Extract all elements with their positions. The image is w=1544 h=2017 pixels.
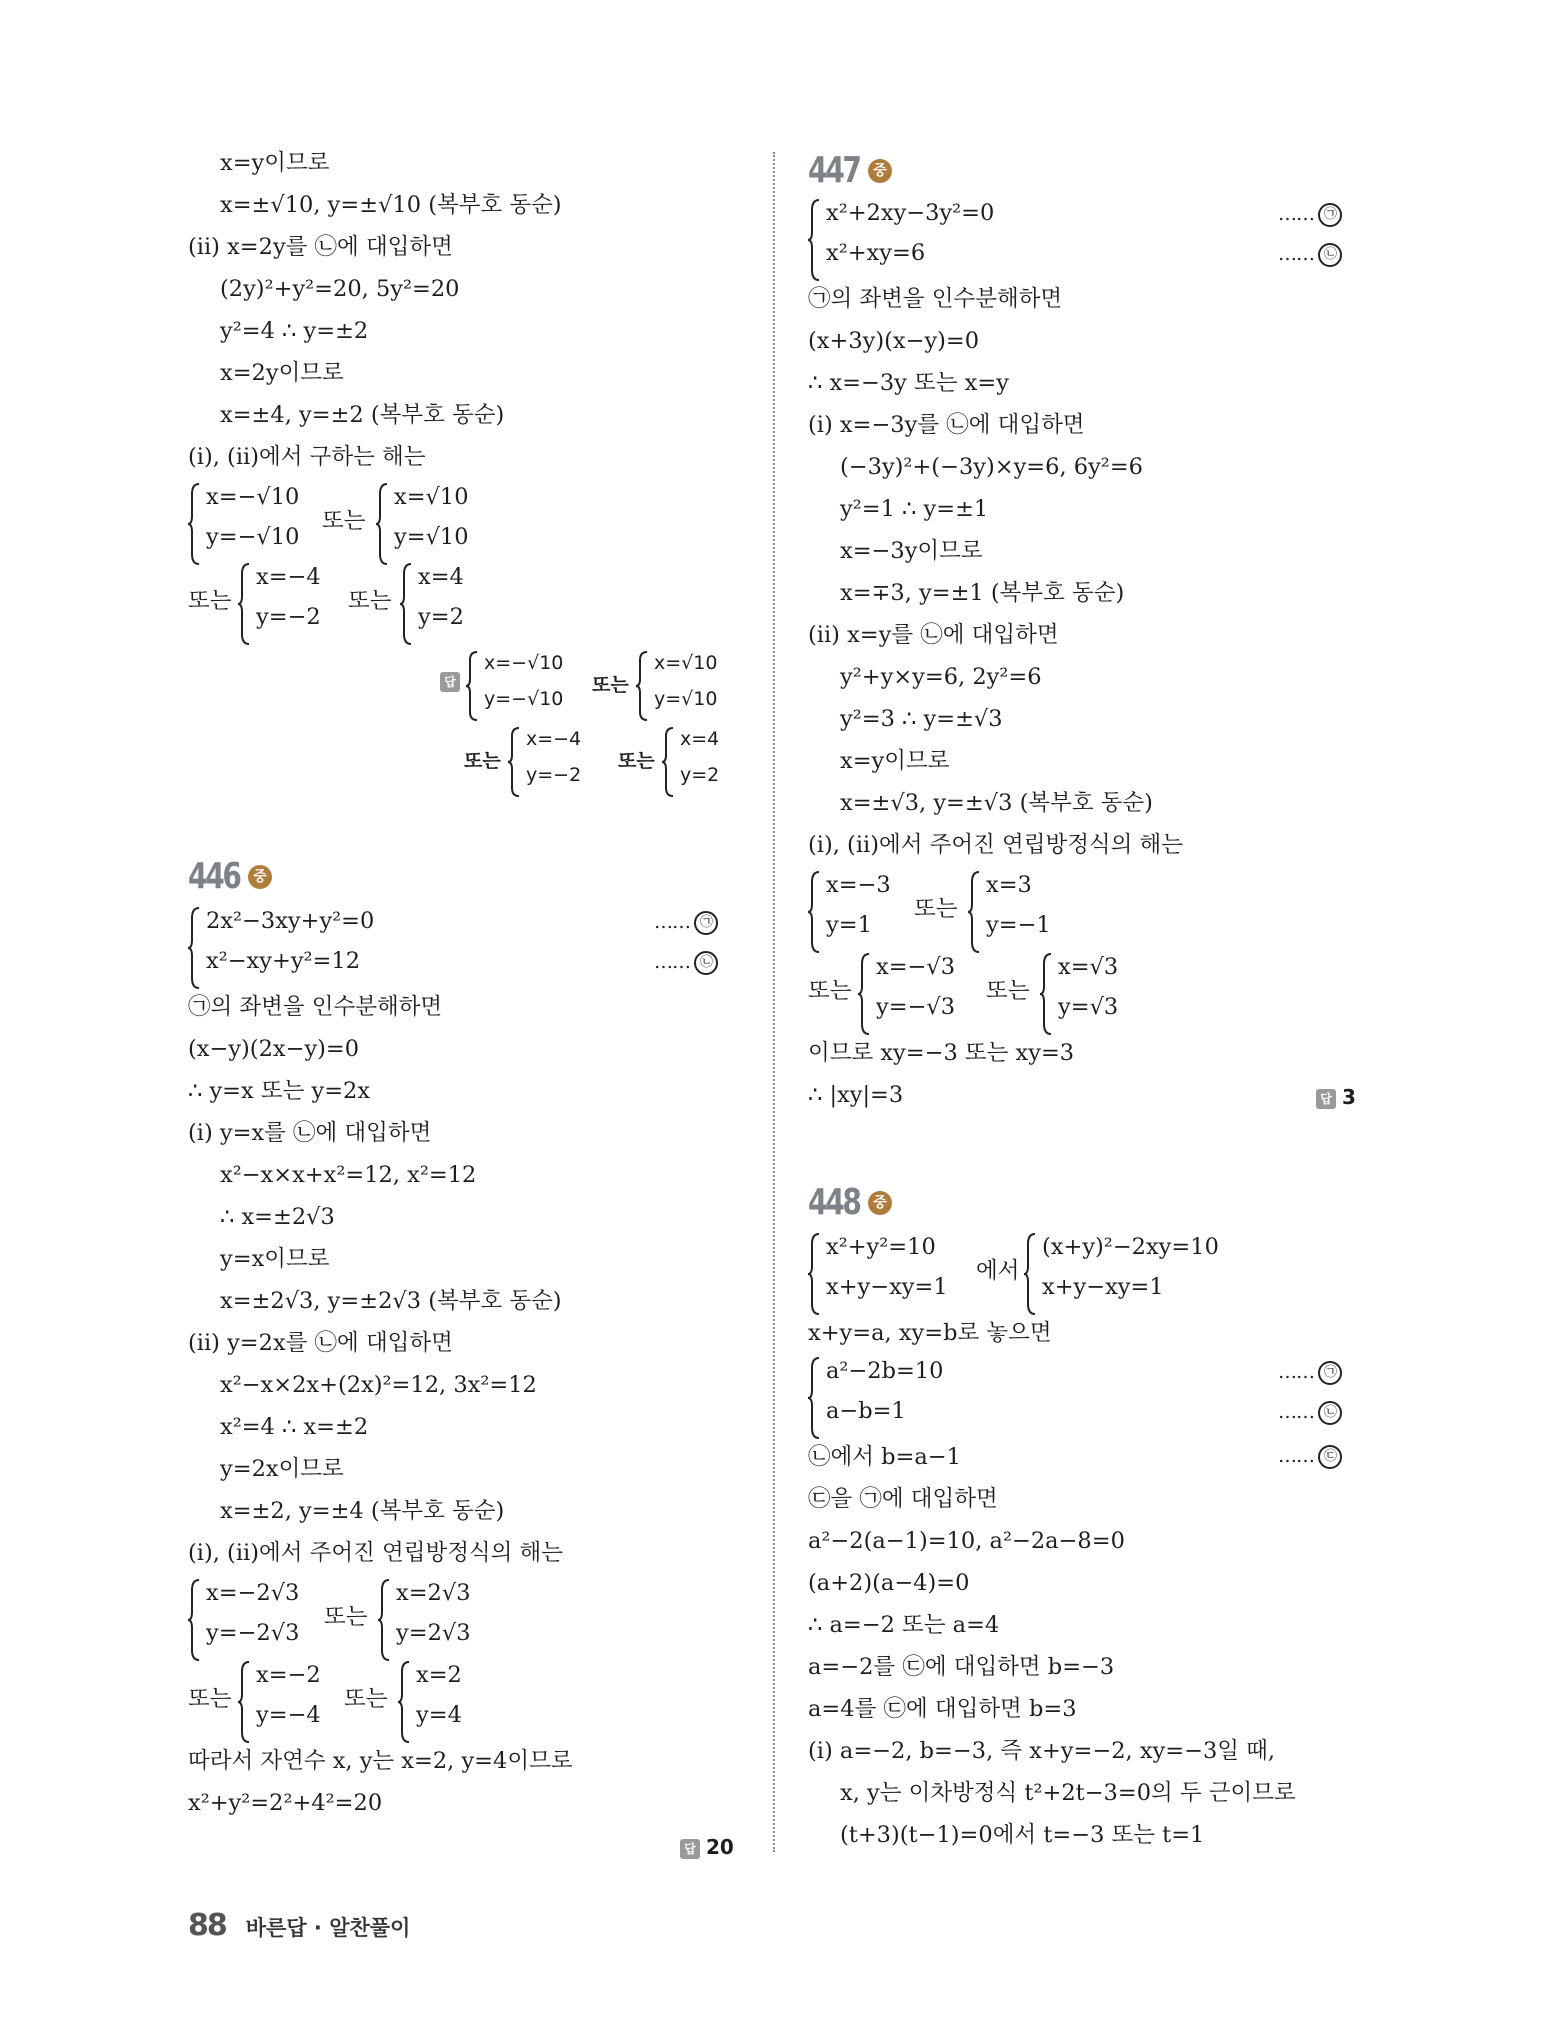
text-line: y²+y×y=6, 2y²=6 — [840, 664, 1042, 690]
solution-system — [376, 482, 516, 566]
equation: 2x²−3xy+y²=0 — [206, 908, 375, 934]
equation: y=−2√3 — [206, 1620, 300, 1646]
text-line: ∴ |xy|=3 — [808, 1082, 904, 1108]
equation-marker: …… ㉡ — [1278, 1400, 1342, 1425]
text-line: (i) y=x를 ㉡에 대입하면 — [188, 1120, 432, 1146]
brace-icon — [188, 482, 200, 566]
equation: y=−√10 — [206, 524, 300, 550]
page-footer — [188, 1908, 410, 1943]
equation-marker: …… ㉡ — [654, 950, 718, 975]
equation: (x+y)²−2xy=10 — [1042, 1234, 1219, 1260]
brace-icon — [376, 482, 388, 566]
text-line: y²=3 ∴ y=±√3 — [840, 706, 1003, 732]
equation: y=√3 — [1058, 994, 1119, 1020]
difficulty-badge: 중 — [248, 865, 272, 889]
equation-marker: …… ㉢ — [1278, 1444, 1342, 1469]
equation: x=3 — [986, 872, 1032, 898]
equation: y=−2 — [256, 604, 321, 630]
solution-system — [188, 482, 328, 566]
circled-label-icon: ㉢ — [1318, 1445, 1342, 1469]
solution-system — [238, 1660, 358, 1744]
equation: x=4 — [418, 564, 464, 590]
text-line: x=±2√3, y=±2√3 (복부호 동순) — [220, 1288, 562, 1314]
answer — [1316, 1084, 1356, 1110]
brace-icon — [188, 1578, 200, 1662]
problem-number: 448 — [808, 1182, 860, 1223]
text-line: y=2x이므로 — [220, 1456, 344, 1482]
solution-system — [188, 1578, 328, 1662]
text-line: x²−x×2x+(2x)²=12, 3x²=12 — [220, 1372, 537, 1398]
text-line: (x−y)(2x−y)=0 — [188, 1036, 360, 1062]
answer-value: 20 — [706, 1835, 734, 1859]
brace-icon — [808, 1356, 820, 1440]
text-line: x=2y이므로 — [220, 360, 344, 386]
circled-label-icon: ㉡ — [1318, 243, 1342, 267]
equation: x=−4 — [256, 564, 321, 590]
answer-icon: 답 — [440, 672, 460, 692]
text-line: 따라서 자연수 x, y는 x=2, y=4이므로 — [188, 1748, 573, 1774]
text-line: x=∓3, y=±1 (복부호 동순) — [840, 580, 1125, 606]
equation-system — [808, 1232, 978, 1316]
brace-icon — [1040, 952, 1052, 1036]
brace-icon — [238, 562, 250, 646]
or-label: 또는 — [324, 1604, 368, 1630]
equation-marker: …… ㉠ — [1278, 1360, 1342, 1385]
text-line: x=±√10, y=±√10 (복부호 동순) — [220, 192, 562, 218]
equation: y=1 — [826, 912, 872, 938]
equation: x=−√10 — [206, 484, 300, 510]
text-line: a=−2를 ㉢에 대입하면 b=−3 — [808, 1654, 1115, 1680]
text-line: (2y)²+y²=20, 5y²=20 — [220, 276, 460, 302]
problem-number-447 — [808, 150, 892, 191]
or-label: 또는 — [986, 978, 1030, 1004]
equation: y=−√3 — [876, 994, 956, 1020]
or-label: 또는 — [344, 1686, 388, 1712]
problem-number-448 — [808, 1182, 892, 1223]
answer-system — [466, 650, 586, 722]
equation: x=√10 — [654, 652, 718, 674]
equation: x=−√10 — [484, 652, 564, 674]
brace-icon — [398, 1660, 410, 1744]
answer — [680, 1834, 734, 1860]
or-label: 또는 — [808, 978, 852, 1004]
problem-number: 447 — [808, 150, 860, 191]
equation: y=2√3 — [396, 1620, 471, 1646]
text-line: (ii) x=2y를 ㉡에 대입하면 — [188, 234, 453, 260]
equation: y=√10 — [654, 688, 718, 710]
equation: x²+2xy−3y²=0 — [826, 200, 995, 226]
or-label: 또는 — [592, 674, 629, 696]
circled-label-icon: ㉡ — [694, 951, 718, 975]
text-line: (t+3)(t−1)=0에서 t=−3 또는 t=1 — [840, 1822, 1205, 1848]
text-line: (a+2)(a−4)=0 — [808, 1570, 970, 1596]
equation-marker: …… ㉡ — [1278, 242, 1342, 267]
equation: x=−3 — [826, 872, 891, 898]
equation: x=√3 — [1058, 954, 1119, 980]
problem-number: 446 — [188, 856, 240, 897]
equation: x=−2√3 — [206, 1580, 300, 1606]
text-line: (i), (ii)에서 주어진 연립방정식의 해는 — [188, 1540, 564, 1566]
equation: a−b=1 — [826, 1398, 906, 1424]
or-label: 또는 — [464, 750, 501, 772]
text-line: x=±4, y=±2 (복부호 동순) — [220, 402, 505, 428]
text-line: x=y이므로 — [220, 150, 330, 176]
text-line: ㉠의 좌변을 인수분해하면 — [808, 286, 1063, 312]
equation: x=2 — [416, 1662, 462, 1688]
text-line: ㉠의 좌변을 인수분해하면 — [188, 994, 443, 1020]
equation: y=2 — [418, 604, 464, 630]
text-line: y²=4 ∴ y=±2 — [220, 318, 369, 344]
text-line: (i), (ii)에서 주어진 연립방정식의 해는 — [808, 832, 1184, 858]
text-line: ∴ x=−3y 또는 x=y — [808, 370, 1009, 396]
text-line: ㉡에서 b=a−1 — [808, 1444, 961, 1470]
brace-icon — [400, 562, 412, 646]
text-line: y=x이므로 — [220, 1246, 330, 1272]
text-line: (i), (ii)에서 구하는 해는 — [188, 444, 426, 470]
equation: x=−4 — [526, 728, 582, 750]
text-line: x²−x×x+x²=12, x²=12 — [220, 1162, 477, 1188]
equation: x=−√3 — [876, 954, 956, 980]
or-label: 또는 — [618, 750, 655, 772]
brace-icon — [858, 952, 870, 1036]
equation: x²−xy+y²=12 — [206, 948, 361, 974]
brace-icon — [1024, 1232, 1036, 1316]
text-line: a=4를 ㉢에 대입하면 b=3 — [808, 1696, 1077, 1722]
difficulty-badge: 중 — [868, 1191, 892, 1215]
solution-system — [808, 870, 918, 954]
circled-label-icon: ㉡ — [1318, 1401, 1342, 1425]
answer-value: 3 — [1342, 1085, 1356, 1109]
solution-system — [858, 952, 988, 1036]
text-line: ∴ a=−2 또는 a=4 — [808, 1612, 1000, 1638]
answer-block — [440, 650, 740, 790]
equation: y=−2 — [526, 764, 582, 786]
answer-system — [662, 726, 742, 798]
or-label: 또는 — [348, 588, 392, 614]
answer-icon: 답 — [1316, 1089, 1336, 1109]
problem-number-446 — [188, 856, 272, 897]
or-label: 또는 — [322, 508, 366, 534]
solution-system — [398, 1660, 518, 1744]
text-line: (ii) x=y를 ㉡에 대입하면 — [808, 622, 1059, 648]
equation: a²−2b=10 — [826, 1358, 944, 1384]
text-line: ∴ x=±2√3 — [220, 1204, 335, 1230]
brace-icon — [238, 1660, 250, 1744]
text-line: x²+y²=2²+4²=20 — [188, 1790, 383, 1816]
or-label: 또는 — [188, 1686, 232, 1712]
from-label: 에서 — [976, 1258, 1020, 1284]
text-line: x=−3y이므로 — [840, 538, 983, 564]
brace-icon — [808, 1232, 820, 1316]
or-label: 또는 — [188, 588, 232, 614]
text-line: a²−2(a−1)=10, a²−2a−8=0 — [808, 1528, 1125, 1554]
column-divider — [773, 152, 775, 1852]
text-line: (x+3y)(x−y)=0 — [808, 328, 980, 354]
text-line: x=±2, y=±4 (복부호 동순) — [220, 1498, 505, 1524]
solution-system — [400, 562, 520, 646]
equation-marker: …… ㉠ — [1278, 202, 1342, 227]
equation: x=√10 — [394, 484, 469, 510]
equation: x+y−xy=1 — [826, 1274, 948, 1300]
equation-system — [1024, 1232, 1324, 1316]
equation: x=−2 — [256, 1662, 321, 1688]
book-title: 바른답 · 알찬풀이 — [245, 1916, 411, 1940]
brace-icon — [188, 906, 200, 990]
solution-system — [378, 1578, 518, 1662]
text-line: 이므로 xy=−3 또는 xy=3 — [808, 1040, 1075, 1066]
equation-marker: …… ㉠ — [654, 910, 718, 935]
page-number: 88 — [188, 1908, 226, 1943]
solution-system — [968, 870, 1078, 954]
text-line: x+y=a, xy=b로 놓으면 — [808, 1320, 1052, 1346]
equation: y=−4 — [256, 1702, 321, 1728]
equation: x=4 — [680, 728, 720, 750]
answer-system — [508, 726, 618, 798]
text-line: x=±√3, y=±√3 (복부호 동순) — [840, 790, 1153, 816]
text-line: x²=4 ∴ x=±2 — [220, 1414, 369, 1440]
answer-icon: 답 — [680, 1839, 700, 1859]
circled-label-icon: ㉠ — [1318, 203, 1342, 227]
equation: x²+xy=6 — [826, 240, 926, 266]
circled-label-icon: ㉠ — [694, 911, 718, 935]
answer-system — [636, 650, 746, 722]
circled-label-icon: ㉠ — [1318, 1361, 1342, 1385]
equation: x+y−xy=1 — [1042, 1274, 1164, 1300]
brace-icon — [968, 870, 980, 954]
equation: y=−√10 — [484, 688, 564, 710]
brace-icon — [378, 1578, 390, 1662]
solution-system — [1040, 952, 1150, 1036]
text-line: y²=1 ∴ y=±1 — [840, 496, 989, 522]
or-label: 또는 — [914, 896, 958, 922]
equation: y=−1 — [986, 912, 1051, 938]
text-line: (i) x=−3y를 ㉡에 대입하면 — [808, 412, 1085, 438]
text-line: x=y이므로 — [840, 748, 950, 774]
brace-icon — [808, 870, 820, 954]
equation: x=2√3 — [396, 1580, 471, 1606]
equation-system — [808, 1356, 1108, 1440]
difficulty-badge: 중 — [868, 159, 892, 183]
text-line: (i) a=−2, b=−3, 즉 x+y=−2, xy=−3일 때, — [808, 1738, 1276, 1764]
text-line: (ii) y=2x를 ㉡에 대입하면 — [188, 1330, 453, 1356]
equation: y=4 — [416, 1702, 462, 1728]
equation: x²+y²=10 — [826, 1234, 936, 1260]
text-line: (−3y)²+(−3y)×y=6, 6y²=6 — [840, 454, 1143, 480]
equation: y=2 — [680, 764, 720, 786]
text-line: ∴ y=x 또는 y=2x — [188, 1078, 371, 1104]
brace-icon — [808, 198, 820, 282]
text-line: x, y는 이차방정식 t²+2t−3=0의 두 근이므로 — [840, 1780, 1296, 1806]
equation: y=√10 — [394, 524, 469, 550]
text-line: ㉢을 ㉠에 대입하면 — [808, 1486, 998, 1512]
